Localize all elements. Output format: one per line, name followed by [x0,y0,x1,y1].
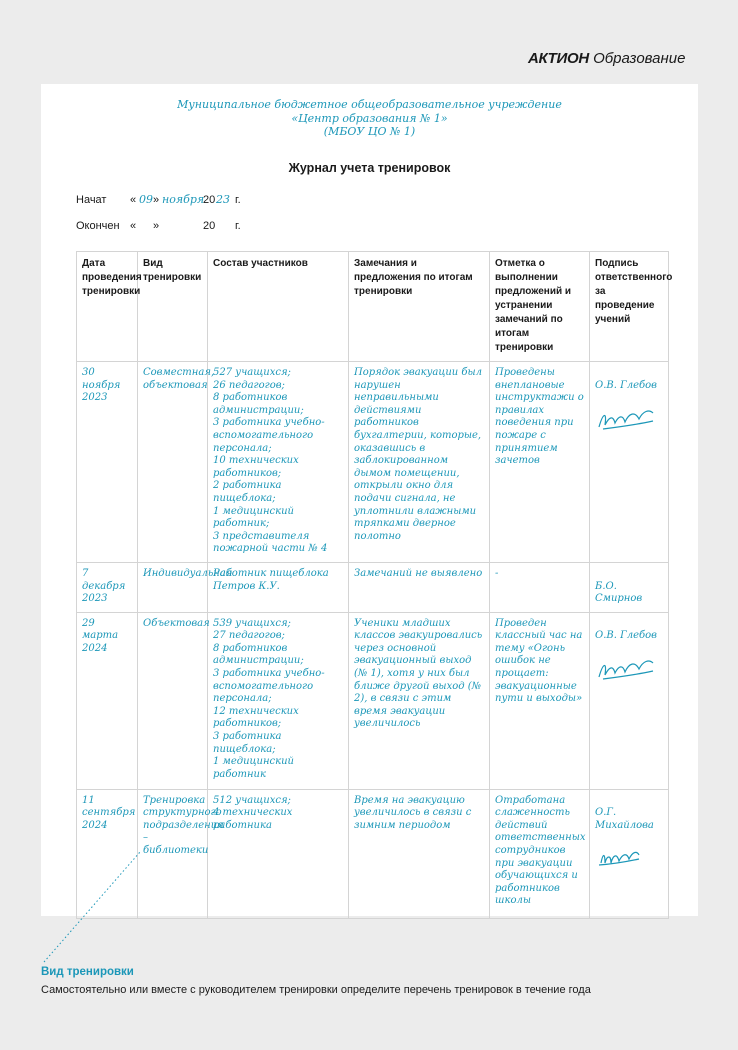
started-month: ноября [162,193,205,206]
cell-remarks: Время на эвакуацию увеличилось в связи с зимним периодом [349,789,490,918]
journal-title: Журнал учета тренировок [288,161,451,175]
cell-type: Объектовая [138,612,208,789]
cell-fix: Отработана слаженность действий ответственных сотрудников при эвакуации обучающихся и работников школы [490,789,590,918]
cell-type: Тренировка структурного подразделения – библиотеки [138,789,208,918]
started-year-prefix: 20 [203,194,216,206]
cell-participants: 512 учащихся; 4 технических работника [208,789,349,918]
header-signature: Подпись ответственного за проведение учений [590,252,669,362]
org-line: «Центр образования № 1» [291,111,448,125]
started-quote-close: » [153,194,160,206]
ended-label: Окончен [76,220,120,232]
ended-quote-open: « [130,220,137,232]
started-year-suffix: 23 [216,193,230,206]
annotation-text: Самостоятельно или вместе с руководителем тренировки определите перечень тренировок в течение года [41,984,591,996]
header-date: Дата проведения тренировки [77,252,138,362]
signer-name: О.Г. Михайлова [595,807,654,831]
signer-name: О.В. Глебов [595,630,657,642]
cell-fix: Проведены внеплановые инструктажи о правилах поведения при пожаре с принятием зачетов [490,362,590,563]
started-label: Начат [76,194,107,206]
ended-quote-close: » [153,220,160,232]
cell-type: Индивидуальная [138,562,208,612]
ended-year-suffix-g: г. [235,220,241,232]
header-participants: Состав участников [208,252,349,362]
header-fix: Отметка о выполнении предложений и устранении замечаний по итогам тренировки [490,252,590,362]
cell-fix: - [490,562,590,612]
brand-product: Образование [593,50,686,67]
cell-date: 11 сентября 2024 [77,789,138,918]
signer-name: Б.О. Смирнов [595,580,643,605]
annotation-title: Вид тренировки [41,966,134,978]
cell-fix: Проведен классный час на тему «Огонь ошибок не прощает: эвакуационные пути и выходы» [490,612,590,789]
cell-remarks: Порядок эвакуации был нарушен неправильными действиями работников бухгалтерии, которые, оказавшись в заблокированном дымом помещении, открыли окно для подачи сигнала, не уплотнили влажными тряпками дверное полотно [349,362,490,563]
org-line: (МБОУ ЦО № 1) [323,125,416,138]
cell-participants: Работник пищеблока Петров К.У. [208,562,349,612]
brand-name: АКТИОН [528,50,589,67]
cell-date: 30 ноября 2023 [77,362,138,563]
started-quote-open: « [130,194,137,206]
signer-name: О.В. Глебов [595,379,657,391]
cell-date: 29 марта 2024 [77,612,138,789]
cell-remarks: Замечаний не выявлено [349,562,490,612]
header-type: Вид тренировки [138,252,208,362]
ended-year-prefix: 20 [203,220,216,232]
cell-remarks: Ученики младших классов эвакуировались через основной эвакуационный выход (№ 1), хотя у них был ближе другой выход (№ 2), в связи с этим время эвакуации увеличилось [349,612,490,789]
header-remarks: Замечания и предложения по итогам тренировки [349,252,490,362]
cell-participants: 527 учащихся; 26 педагогов; 8 работников администрации; 3 работника учебно-вспомогательного персонала; 10 технических работников; 2 работника пищеблока; 1 медицинский работник; 3 представителя пожарной части № 4 [208,362,349,563]
cell-participants: 539 учащихся; 27 педагогов; 8 работников администрации; 3 работника учебно-вспомогательного персонала; 12 технических работников; 3 работника пищеблока; 1 медицинский работник [208,612,349,789]
started-day: 09 [139,193,153,206]
cell-type: Совместная, объектовая [138,362,208,563]
started-year-suffix-g: г. [235,194,241,206]
cell-date: 7 декабря 2023 [77,562,138,612]
org-line: Муниципальное бюджетное общеобразовательное учреждение [177,98,562,111]
